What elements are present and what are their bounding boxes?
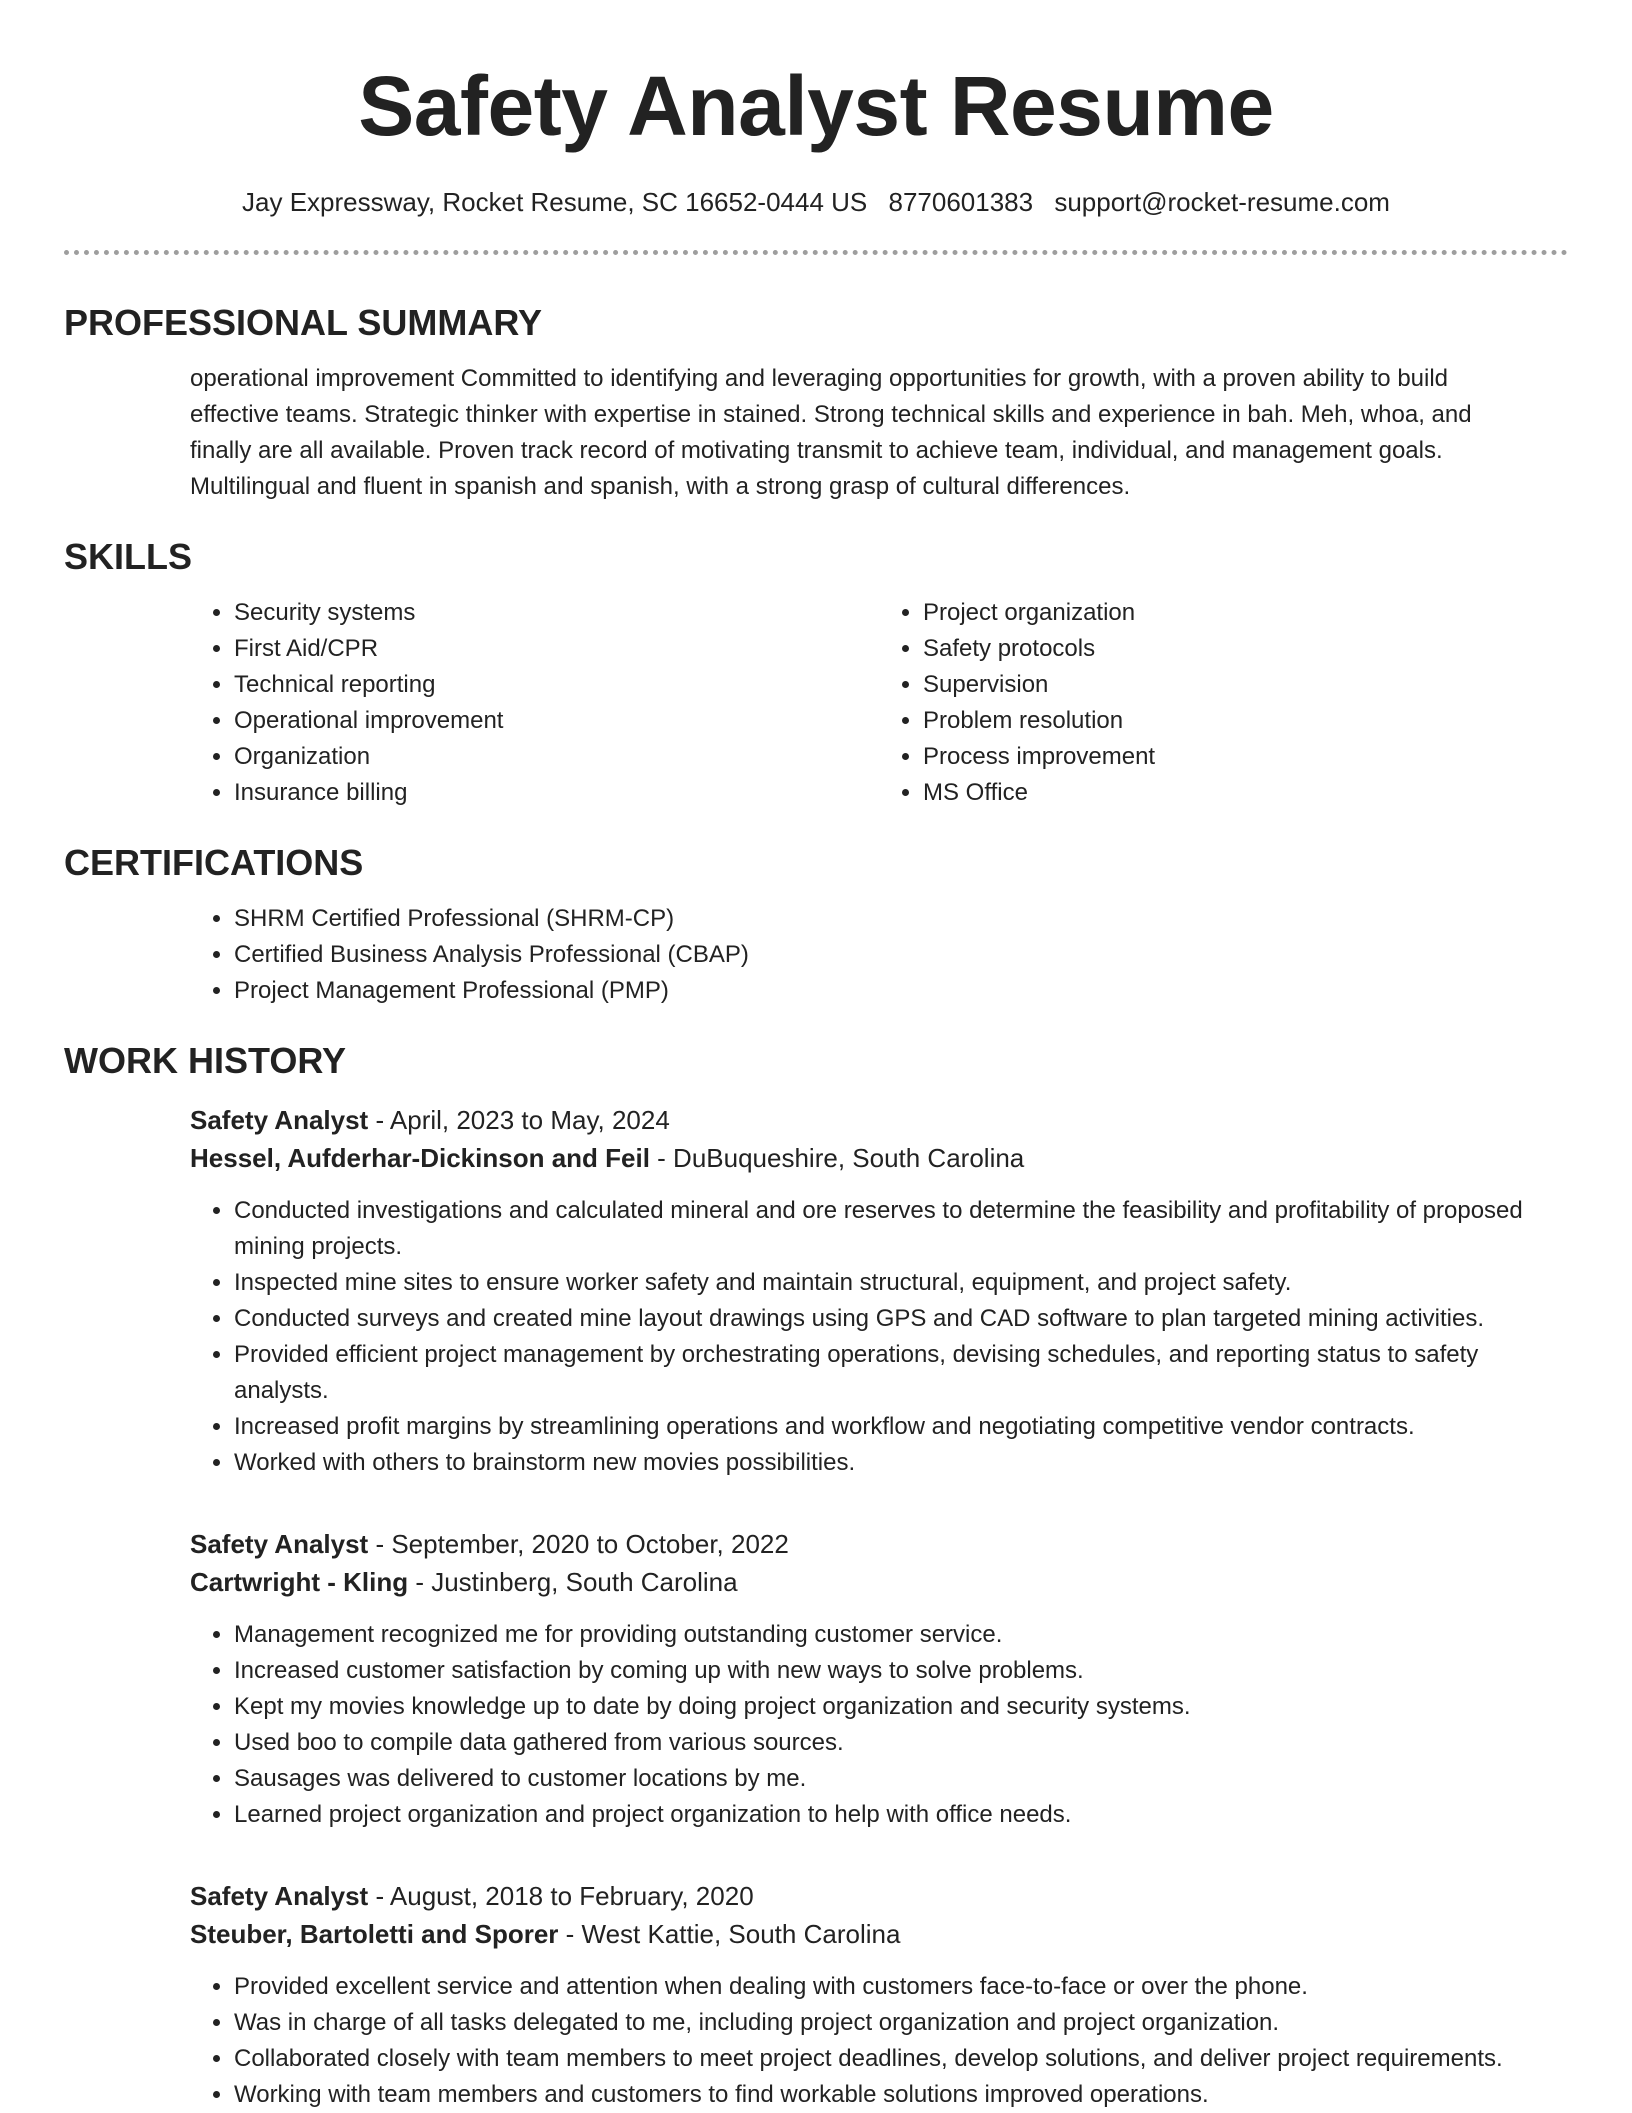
job-location: - West Kattie, South Carolina	[558, 1919, 901, 1949]
summary-text: operational improvement Committed to identifying and leveraging opportunities for growth, with a proven ability to build effective teams. Strategic thinker with expertise in stained. Strong technical skills and experience in bah. Meh, whoa, and finally are all available. Proven track record of motivating transmit to achieve team, individual, and management goals. Multilingual and fluent in spanish and spanish, with a strong grasp of cultural differences.	[190, 365, 1472, 500]
job-company: Cartwright - Kling	[190, 1567, 409, 1597]
list-item: • Was in charge of all tasks delegated to me, including project organization and project organization.	[234, 2005, 1548, 2041]
list-item: • Used boo to compile data gathered from various sources.	[234, 1725, 1548, 1761]
job-bullets	[190, 1193, 1548, 1481]
contact-phone: 8770601383	[888, 187, 1034, 217]
list-item: • Insurance billing	[234, 775, 879, 811]
job-title-line	[190, 1877, 1568, 1915]
list-item: • SHRM Certified Professional (SHRM-CP)	[234, 901, 1568, 937]
job-title: Safety Analyst	[190, 1529, 369, 1559]
skills-grid	[190, 595, 1568, 811]
skills-section	[64, 535, 1568, 811]
header-divider	[64, 250, 1568, 255]
job-dates: - April, 2023 to May, 2024	[368, 1105, 670, 1135]
list-item: • Increased profit margins by streamlining operations and workflow and negotiating competitive vendor contracts.	[234, 1409, 1548, 1445]
job-dates: - August, 2018 to February, 2020	[368, 1881, 754, 1911]
list-item: • Worked with others to brainstorm new movies possibilities.	[234, 1445, 1548, 1481]
skills-heading: SKILLS	[64, 536, 193, 577]
skills-list-right	[879, 595, 1568, 811]
resume-title: Safety Analyst Resume	[358, 59, 1274, 153]
job-dates: - September, 2020 to October, 2022	[368, 1529, 789, 1559]
job-company-line	[190, 1563, 1568, 1601]
job-bullets	[190, 1617, 1548, 1833]
list-item: • Supervision	[923, 667, 1568, 703]
job-bullets	[190, 1969, 1548, 2113]
job-entry	[190, 1877, 1568, 2113]
list-item: • Learned project organization and project organization to help with office needs.	[234, 1797, 1548, 1833]
certifications-heading: CERTIFICATIONS	[64, 842, 364, 883]
list-item: • Provided efficient project management by orchestrating operations, devising schedules, and reporting status to safety analysts.	[234, 1337, 1548, 1409]
job-company-line	[190, 1139, 1568, 1177]
job-company-line	[190, 1915, 1568, 1953]
job-title: Safety Analyst	[190, 1881, 369, 1911]
job-title-line	[190, 1525, 1568, 1563]
list-item: • Inspected mine sites to ensure worker safety and maintain structural, equipment, and project safety.	[234, 1265, 1548, 1301]
list-item: • Project organization	[923, 595, 1568, 631]
list-item: • Sausages was delivered to customer locations by me.	[234, 1761, 1548, 1797]
list-item: • Security systems	[234, 595, 879, 631]
contact-address: Jay Expressway, Rocket Resume, SC 16652-0444 US	[242, 187, 868, 217]
list-item: • Safety protocols	[923, 631, 1568, 667]
list-item: • Conducted investigations and calculated mineral and ore reserves to determine the feasibility and profitability of proposed mining projects.	[234, 1193, 1548, 1265]
contact-line	[64, 184, 1568, 220]
summary-section	[64, 301, 1568, 505]
work-history-heading: WORK HISTORY	[64, 1040, 347, 1081]
list-item: • Organization	[234, 739, 879, 775]
certifications-list-wrap	[190, 901, 1568, 1009]
list-item: • Increased customer satisfaction by coming up with new ways to solve problems.	[234, 1653, 1548, 1689]
work-history-section	[64, 1039, 1568, 2113]
list-item: • Certified Business Analysis Professional (CBAP)	[234, 937, 1568, 973]
list-item: • Problem resolution	[923, 703, 1568, 739]
job-company: Steuber, Bartoletti and Sporer	[190, 1919, 559, 1949]
list-item: • Management recognized me for providing outstanding customer service.	[234, 1617, 1548, 1653]
list-item: • First Aid/CPR	[234, 631, 879, 667]
list-item: • Conducted surveys and created mine layout drawings using GPS and CAD software to plan targeted mining activities.	[234, 1301, 1548, 1337]
job-title-line	[190, 1101, 1568, 1139]
job-entry	[190, 1101, 1568, 1481]
list-item: • MS Office	[923, 775, 1568, 811]
job-entry	[190, 1525, 1568, 1833]
skills-list-left	[190, 595, 879, 811]
summary-heading: PROFESSIONAL SUMMARY	[64, 302, 543, 343]
job-company: Hessel, Aufderhar-Dickinson and Feil	[190, 1143, 650, 1173]
list-item: • Operational improvement	[234, 703, 879, 739]
list-item: • Kept my movies knowledge up to date by doing project organization and security systems.	[234, 1689, 1548, 1725]
contact-email: support@rocket-resume.com	[1054, 187, 1390, 217]
certifications-section	[64, 841, 1568, 1009]
list-item: • Process improvement	[923, 739, 1568, 775]
list-item: • Technical reporting	[234, 667, 879, 703]
list-item: • Project Management Professional (PMP)	[234, 973, 1568, 1009]
certifications-list	[190, 901, 1568, 1009]
list-item: • Provided excellent service and attention when dealing with customers face-to-face or over the phone.	[234, 1969, 1548, 2005]
job-location: - DuBuqueshire, South Carolina	[649, 1143, 1025, 1173]
list-item: • Working with team members and customers to find workable solutions improved operations.	[234, 2077, 1548, 2113]
list-item: • Collaborated closely with team members to meet project deadlines, develop solutions, and deliver project requirements.	[234, 2041, 1548, 2077]
job-location: - Justinberg, South Carolina	[408, 1567, 738, 1597]
job-title: Safety Analyst	[190, 1105, 369, 1135]
